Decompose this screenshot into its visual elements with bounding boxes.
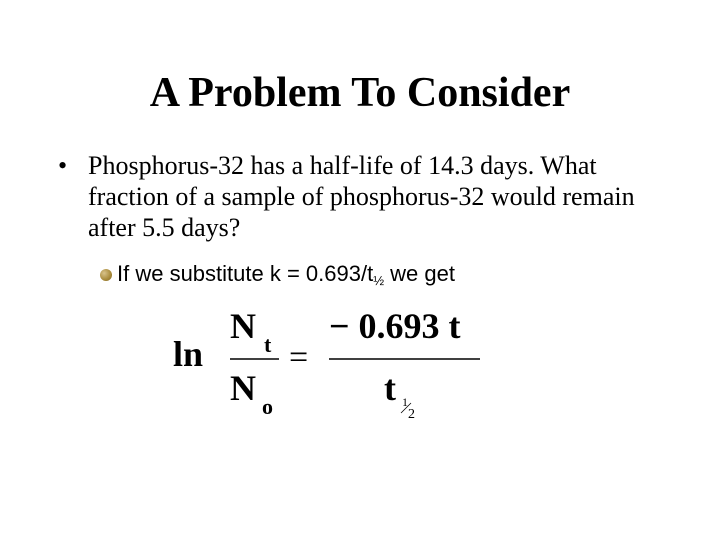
bullet-text: Phosphorus-32 has a half-life of 14.3 days. What fraction of a sample of phosphorus-32 would remain after 5.5 days? — [88, 151, 635, 242]
equation-denominator-left: N — [230, 368, 256, 408]
equation-denominator-right-subscript-top: 1 — [402, 395, 408, 409]
sub-bullet-prefix: If we substitute k = 0.693/t — [117, 261, 374, 286]
bullet-marker: • — [58, 151, 68, 180]
equation-numerator-left-subscript: t — [264, 332, 272, 357]
equation-denominator-right-subscript-bottom: 2 — [408, 407, 415, 422]
sub-bullet-half-subscript: ½ — [373, 273, 385, 288]
slide-title: A Problem To Consider — [149, 70, 571, 116]
equation-denominator-left-subscript: o — [262, 394, 273, 419]
sub-bullet-suffix: we get — [384, 261, 455, 286]
equation-numerator-left: N — [230, 306, 256, 346]
equation-denominator-right: t — [384, 368, 396, 408]
equation-ln: ln — [173, 334, 204, 374]
equation-equals: = — [289, 339, 309, 376]
equation-numerator-right: − 0.693 t — [329, 306, 461, 346]
